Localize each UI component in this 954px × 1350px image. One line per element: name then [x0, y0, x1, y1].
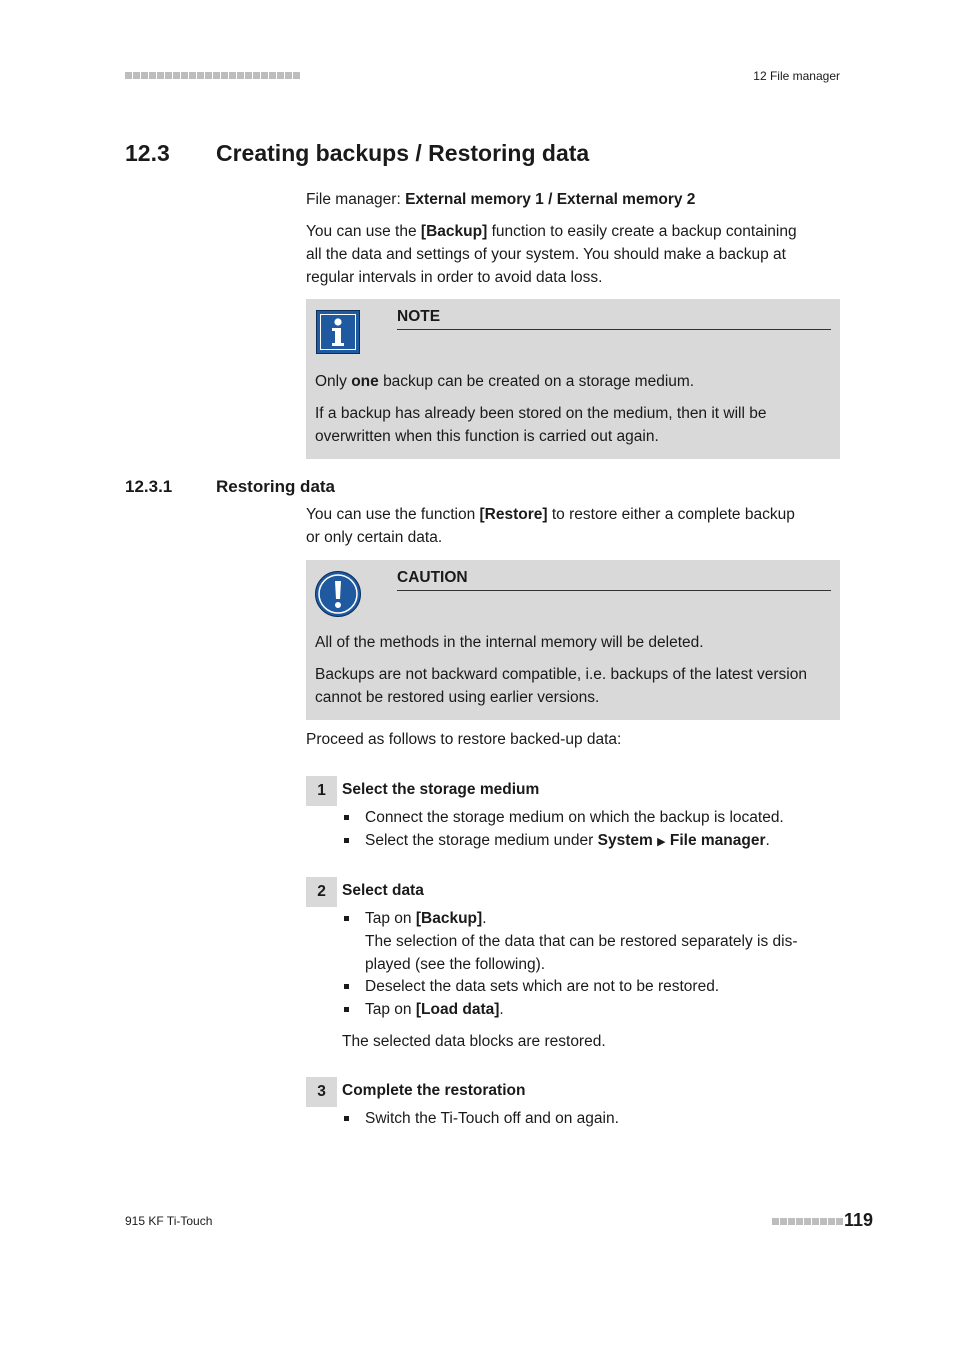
subsection-heading	[125, 477, 335, 497]
subsection-number: 12.3.1	[125, 477, 173, 496]
list-item: Connect the storage medium on which the backup is located.	[342, 806, 832, 829]
note-text-2: If a backup has already been stored on the medium, then it will be overwritten when this function is carried out again.	[315, 405, 767, 445]
section-number: 12.3	[125, 140, 170, 166]
backup-button-ref: [Backup]	[420, 223, 488, 240]
arrow-right-icon: ▶	[657, 836, 666, 848]
section-title: Creating backups / Restoring data	[216, 140, 590, 166]
caution-box	[306, 560, 840, 720]
caution-title: CAUTION	[397, 569, 831, 591]
note-box	[306, 299, 840, 459]
info-icon	[316, 310, 360, 354]
subsection-title: Restoring data	[216, 477, 336, 496]
header-decoration	[125, 72, 300, 79]
path-value: External memory 1 / External memory 2	[405, 191, 696, 208]
intro-paragraph: You can use the [Backup] function to easily create a backup containing all the data and settings of your system. You should make a backup at regular intervals in order to avoid data loss.	[306, 223, 797, 286]
exclamation-icon	[315, 571, 361, 617]
footer-product: 915 KF Ti-Touch	[125, 1214, 213, 1228]
step-number: 3	[306, 1077, 337, 1107]
list-item: Select the storage medium under System ▶ File manager.	[342, 829, 832, 854]
caution-text-1: All of the methods in the internal memory will be deleted.	[315, 634, 704, 651]
page-number: 119	[844, 1210, 874, 1230]
restore-intro: You can use the function [Restore] to restore either a complete backup or only certain data.	[306, 506, 795, 546]
path-line: File manager: External memory 1 / External memory 2	[306, 191, 696, 208]
caution-text-2: Backups are not backward compatible, i.e. backups of the latest version cannot be restored using earlier versions.	[315, 666, 807, 706]
list-item: Tap on [Load data].	[342, 998, 832, 1021]
step-title: Select data	[342, 882, 424, 899]
list-item: Switch the Ti-Touch off and on again.	[342, 1107, 832, 1130]
step-number: 2	[306, 877, 337, 907]
header-chapter: 12 File manager	[753, 69, 840, 83]
step-result: The selected data blocks are restored.	[342, 1033, 606, 1050]
proceed-text: Proceed as follows to restore backed-up data:	[306, 731, 622, 748]
note-title: NOTE	[397, 308, 831, 330]
list-item: Deselect the data sets which are not to be restored.	[342, 975, 832, 998]
step-title: Complete the restoration	[342, 1082, 526, 1099]
step-title: Select the storage medium	[342, 781, 540, 798]
list-item: Tap on [Backup]. The selection of the data that can be restored separately is dis- played (see the following).	[342, 907, 832, 976]
section-heading	[125, 140, 589, 167]
footer-decoration	[772, 1218, 843, 1225]
restore-button-ref: [Restore]	[479, 506, 548, 523]
step-number: 1	[306, 776, 337, 806]
note-text-1: Only one backup can be created on a storage medium.	[315, 373, 695, 390]
